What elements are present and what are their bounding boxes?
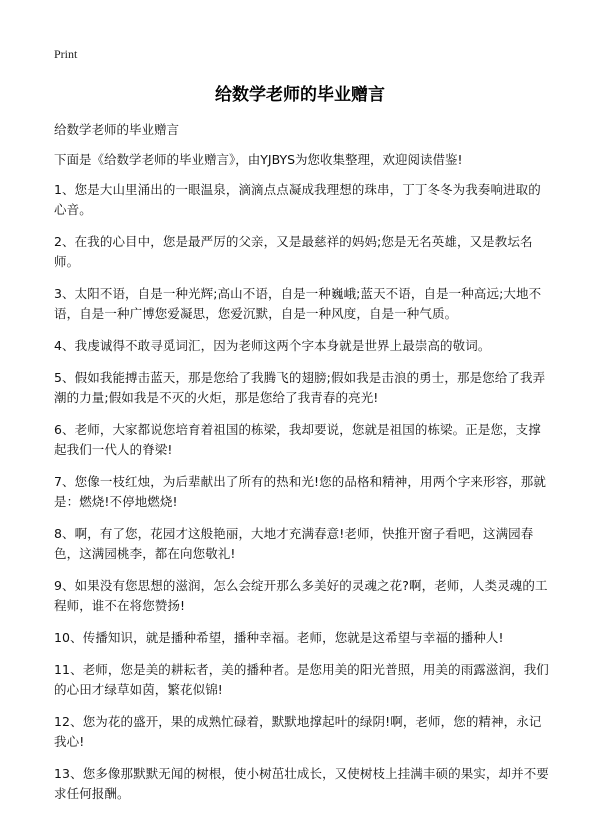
paragraph: 10、传播知识，就是播种希望，播种幸福。老师，您就是这希望与幸福的播种人! [54, 630, 504, 645]
paragraph: 8、啊，有了您，花园才这般艳丽，大地才充满春意!老师，快推开窗子看吧，这满园春色，这满园桃李，都在向您敬礼! [54, 526, 534, 561]
paragraph: 11、老师，您是美的耕耘者，美的播种者。是您用美的阳光普照，用美的雨露滋润，我们的心田才绿草如茵，繁花似锦! [54, 662, 549, 697]
paragraph: 3、太阳不语，自是一种光辉;高山不语，自是一种巍峨;蓝天不语，自是一种高远;大地不语，自是一种广博您爱凝思，您爱沉默，自是一种风度，自是一种气质。 [54, 286, 542, 321]
paragraph: 9、如果没有您思想的滋润，怎么会绽开那么多美好的灵魂之花?啊，老师，人类灵魂的工程师，谁不在将您赞扬! [54, 578, 548, 613]
paragraph: 1、您是大山里涌出的一眼温泉，滴滴点点凝成我理想的珠串，丁丁冬冬为我奏响进取的心音。 [54, 182, 541, 217]
paragraph: 4、我虔诚得不敢寻觅词汇，因为老师这两个字本身就是世界上最崇高的敬词。 [54, 338, 491, 353]
article-body [54, 120, 552, 816]
article-subtitle: 给数学老师的毕业赠言 [54, 122, 180, 137]
paragraph: 13、您多像那默默无闻的树根，使小树茁壮成长，又使树枝上挂满丰硕的果实，却并不要求任何报酬。 [54, 766, 549, 801]
paragraph: 5、假如我能搏击蓝天，那是您给了我腾飞的翅膀;假如我是击浪的勇士，那是您给了我弄潮的力量;假如我是不灭的火炬，那是您给了我青春的亮光! [54, 370, 546, 405]
paragraph: 6、老师，大家都说您培育着祖国的栋梁，我却要说，您就是祖国的栋梁。正是您，支撑起我们一代人的脊梁! [54, 422, 541, 457]
paragraph: 12、您为花的盛开，果的成熟忙碌着，默默地撑起叶的绿阴!啊，老师，您的精神，永记我心! [54, 714, 542, 749]
page-title: 给数学老师的毕业赠言 [215, 85, 385, 105]
paragraph: 2、在我的心目中，您是最严厉的父亲，又是最慈祥的妈妈;您是无名英雄，又是教坛名师。 [54, 234, 533, 269]
article-intro: 下面是《给数学老师的毕业赠言》，由YJBYS为您收集整理，欢迎阅读借鉴! [54, 152, 463, 167]
print-link[interactable]: Print [54, 47, 78, 61]
paragraph: 7、您像一枝红烛，为后辈献出了所有的热和光!您的品格和精神，用两个字来形容，那就是：燃烧!不停地燃烧! [54, 474, 546, 509]
